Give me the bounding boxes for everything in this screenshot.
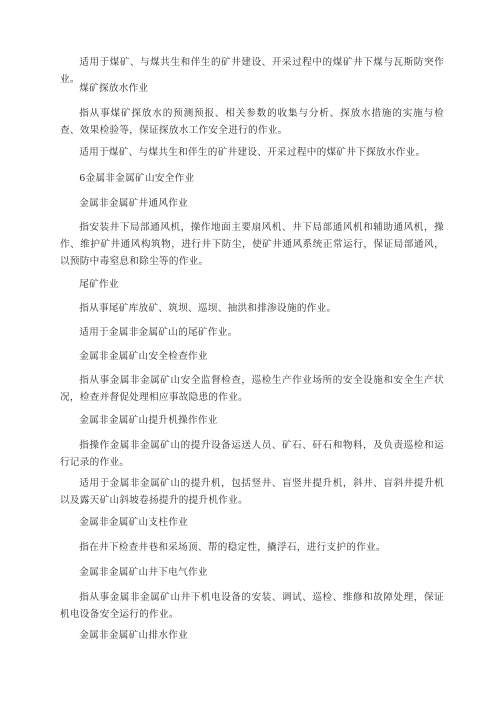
paragraph-text: 指从事金属非金属矿山安全监督检查，巡检生产作业场所的安全设施和安全生产状况，检查并督促处理相应事故隐患的作业。 <box>60 375 444 403</box>
paragraph-text: 指从事煤矿探放水的预测预报、相关参数的收集与分析、探放水措施的实施与检查、效果检验等，保证探放水工作安全进行的作业。 <box>60 108 444 136</box>
paragraph-text: 适用于煤矿、与煤共生和伴生的矿井建设、开采过程中的煤矿井下探放水作业。 <box>79 147 426 158</box>
heading-text: 金属非金属矿山支柱作业 <box>79 517 189 528</box>
section-heading <box>60 627 444 644</box>
heading-text: 6金属非金属矿山安全作业 <box>79 173 195 184</box>
paragraph <box>60 144 444 161</box>
paragraph-text: 指在井下检查井巷和采场顶、帮的稳定性，撬浮石，进行支护的作业。 <box>79 542 386 553</box>
section-heading <box>60 170 444 187</box>
section-heading <box>60 276 444 293</box>
paragraph-text: 指操作金属非金属矿山的提升设备运送人员、矿石、矸石和物料，及负责巡检和运行记录的作业。 <box>60 440 444 468</box>
paragraph <box>60 324 444 341</box>
heading-text: 金属非金属矿山安全检查作业 <box>79 351 208 362</box>
heading-text: 金属非金属矿山提升机操作作业 <box>79 415 218 426</box>
paragraph-text: 适用于煤矿、与煤共生和伴生的矿井建设、开采过程中的煤矿井下煤与瓦斯防突作业。 <box>60 57 444 85</box>
section-heading <box>60 80 444 97</box>
paragraph <box>60 437 444 471</box>
heading-text: 金属非金属矿山排水作业 <box>79 630 189 641</box>
section-heading <box>60 514 444 531</box>
paragraph-text: 指从事尾矿库放矿、筑坝、巡坝、抽洪和排渗设施的作业。 <box>79 303 337 314</box>
heading-text: 尾矿作业 <box>79 279 119 290</box>
paragraph <box>60 300 444 317</box>
paragraph <box>60 372 444 406</box>
paragraph-text: 适用于金属非金属矿山的提升机，包括竖井、盲竖井提升机，斜井、盲斜井提升机以及露天矿山斜坡卷扬提升的提升机作业。 <box>60 478 444 506</box>
paragraph <box>60 539 444 556</box>
paragraph <box>60 475 444 509</box>
heading-text: 金属非金属矿井通风作业 <box>79 198 189 209</box>
section-heading <box>60 195 444 212</box>
paragraph-text: 适用于金属非金属矿山的尾矿作业。 <box>79 327 238 338</box>
paragraph <box>60 105 444 139</box>
paragraph <box>60 219 444 270</box>
paragraph-text: 指从事金属非金属矿山井下机电设备的安装、调试、巡检、维修和故障处理，保证机电设备安全运行的作业。 <box>60 592 444 620</box>
heading-text: 金属非金属矿山井下电气作业 <box>79 567 208 578</box>
paragraph-text: 指安装井下局部通风机，操作地面主要扇风机、井下局部通风机和辅助通风机，操作、维护矿井通风构筑物，进行井下防尘，使矿井通风系统正常运行，保证局部通风，以预防中毒窒息和除尘等的作业。 <box>60 222 444 267</box>
paragraph <box>60 589 444 623</box>
section-heading <box>60 412 444 429</box>
section-heading <box>60 564 444 581</box>
heading-text: 煤矿探放水作业 <box>79 83 149 94</box>
section-heading <box>60 348 444 365</box>
